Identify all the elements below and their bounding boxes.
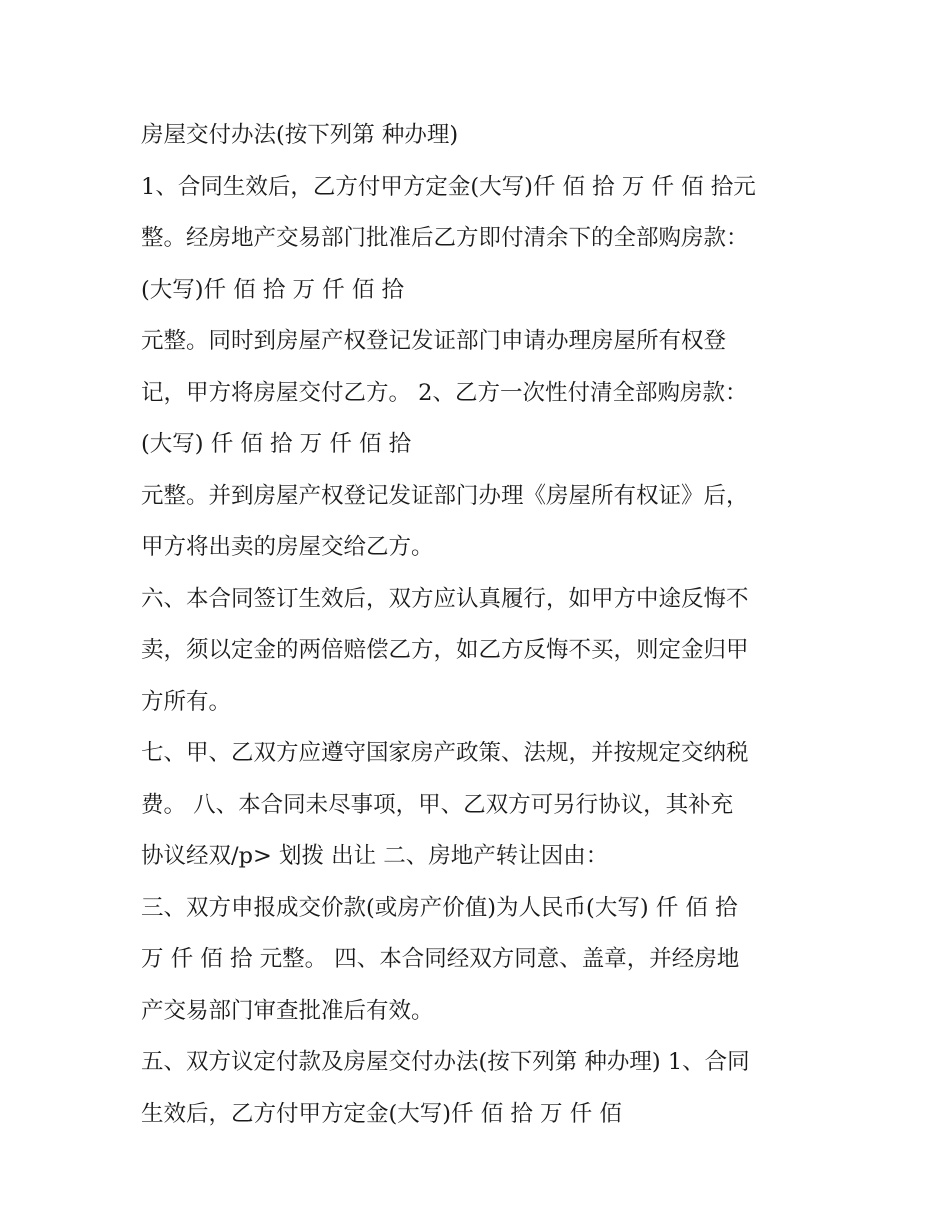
text-line: 七、甲、乙双方应遵守国家房产政策、法规，并按规定交纳税 xyxy=(141,740,749,766)
text-line: 生效后，乙方付甲方定金(大写)仟 佰 拾 万 仟 佰 xyxy=(141,1100,622,1127)
text-line: (大写) 仟 佰 拾 万 仟 佰 拾 xyxy=(141,431,412,457)
text-line: 整。经房地产交易部门批准后乙方即付清余下的全部购房款： xyxy=(141,225,749,251)
text-line: 费。 八、本合同未尽事项，甲、乙双方可另行协议，其补充 xyxy=(141,791,734,818)
text-line: 卖，须以定金的两倍赔偿乙方，如乙方反悔不买，则定金归甲 xyxy=(141,637,749,663)
text-line: 六、本合同签订生效后，双方应认真履行，如甲方中途反悔不 xyxy=(141,585,749,612)
text-line: 元整。并到房屋产权登记发证部门办理《房屋所有权证》后， xyxy=(141,482,749,509)
text-line: 房屋交付办法(按下列第 种办理) xyxy=(141,122,459,148)
text-line: 协议经双/p> 划拨 出让 二、房地产转让因由： xyxy=(141,843,609,869)
text-line: 方所有。 xyxy=(141,688,232,715)
text-line: 1、合同生效后，乙方付甲方定金(大写)仟 佰 拾 万 仟 佰 拾元 xyxy=(141,173,756,200)
text-line: 记，甲方将房屋交付乙方。 2、乙方一次性付清全部购房款： xyxy=(141,379,748,406)
text-line: 五、双方议定付款及房屋交付办法(按下列第 种办理) 1、合同 xyxy=(141,1049,750,1075)
text-line: 万 仟 佰 拾 元整。 四、本合同经双方同意、盖章，并经房地 xyxy=(141,946,740,972)
text-line: 三、双方申报成交价款(或房产价值)为人民币(大写) 仟 佰 拾 xyxy=(141,894,738,921)
text-line: (大写)仟 佰 拾 万 仟 佰 拾 xyxy=(141,276,404,303)
text-line: 元整。同时到房屋产权登记发证部门申请办理房屋所有权登 xyxy=(141,328,727,354)
text-line: 甲方将出卖的房屋交给乙方。 xyxy=(141,534,434,560)
text-line: 产交易部门审查批准后有效。 xyxy=(141,997,434,1024)
document-body xyxy=(141,110,821,1140)
